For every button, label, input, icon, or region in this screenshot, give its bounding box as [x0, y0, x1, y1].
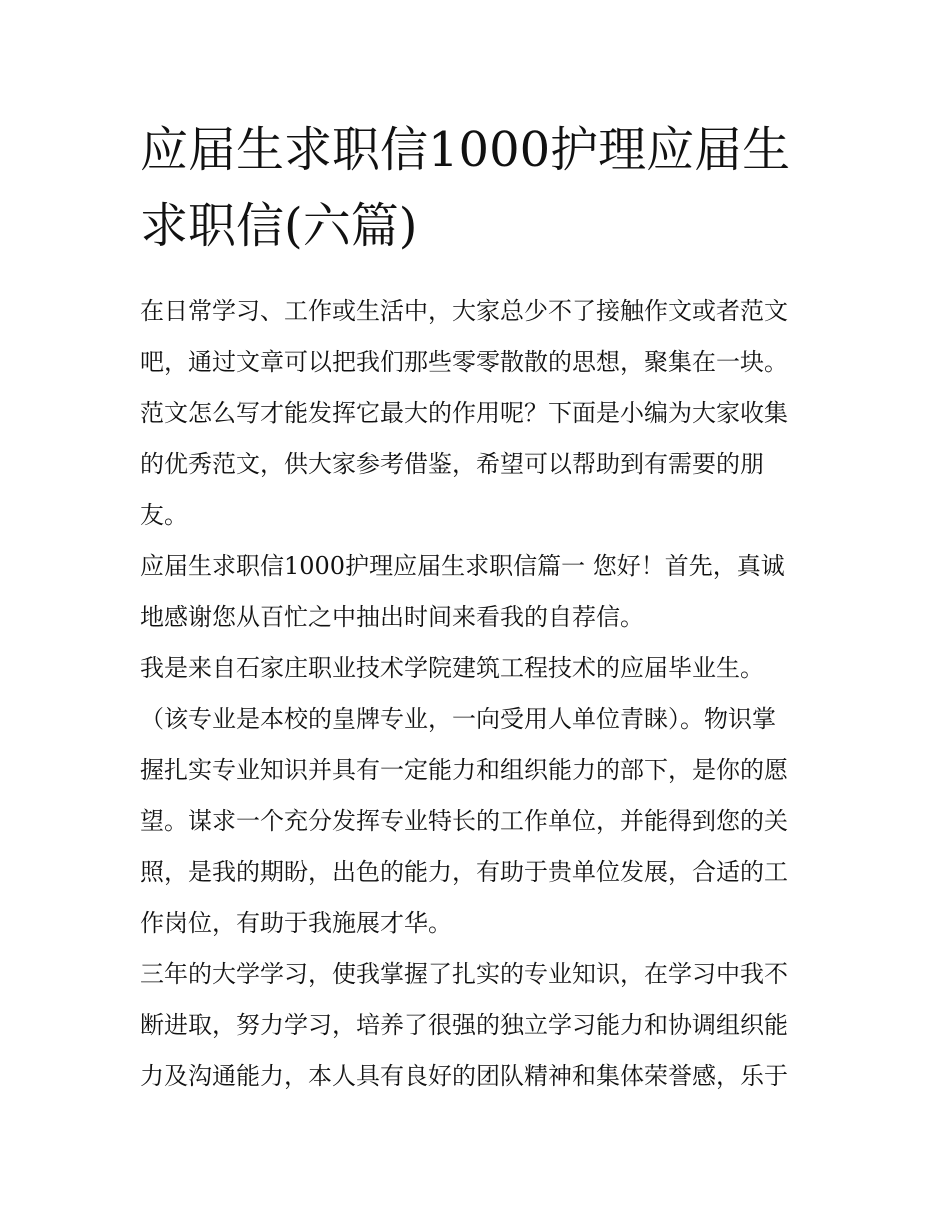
document-body: [140, 286, 812, 1102]
paragraph-study-experience: 三年的大学学习，使我掌握了扎实的专业知识，在学习中我不 断进取，努力学习，培养了很强的独立学习能力和协调组织能 力及沟通能力，本人具有良好的团队精神和集体荣誉感，乐于: [140, 960, 788, 1090]
document-title: 应届生求职信1000护理应届生 求职信(六篇): [140, 122, 791, 254]
paragraph-intro: 在日常学习、工作或生活中，大家总少不了接触作文或者范文 吧，通过文章可以把我们那些零零散散的思想，聚集在一块。 范文怎么写才能发挥它最大的作用呢？下面是小编为大家收集 的优秀范文，供大家参考借鉴，希望可以帮助到有需要的朋 友。: [140, 297, 788, 529]
paragraph-self-introduction: 我是来自石家庄职业技术学院建筑工程技术的应届毕业生。 （该专业是本校的皇牌专业，一向受用人单位青睐）。物识掌 握扎实专业知识并具有一定能力和组织能力的部下，是你的愿 望。谋求一个充分发挥专业特长的工作单位，并能得到您的关 照，是我的期盼，出色的能力，有助于贵单位发展，合适的工 作岗位，有助于我施展才华。: [140, 654, 788, 937]
document-page: [140, 112, 812, 1102]
paragraph-greeting: 应届生求职信1000护理应届生求职信篇一 您好！首先，真诚 地感谢您从百忙之中抽出时间来看我的自荐信。: [140, 552, 785, 631]
